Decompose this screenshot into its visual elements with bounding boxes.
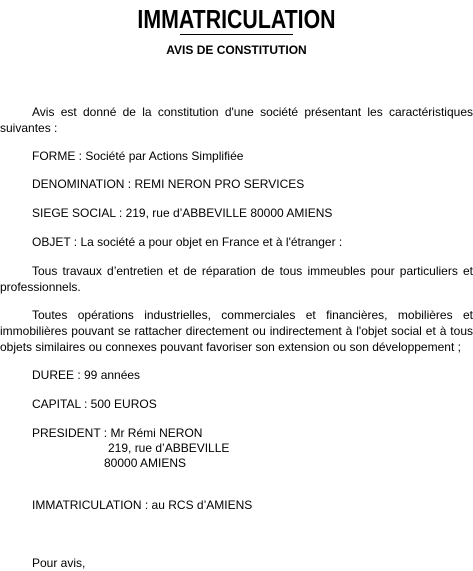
objet-line: OBJET : La société a pour objet en France et à l'étranger : — [32, 235, 343, 249]
intro-line-1: Avis est donné de la constitution d'une société présentant les caractéristiques — [32, 105, 473, 119]
denomination-line: DENOMINATION : REMI NERON PRO SERVICES — [32, 177, 305, 191]
document-title: IMMATRICULATION — [137, 4, 336, 34]
forme-line: FORME : Société par Actions Simplifiée — [32, 149, 244, 163]
title-underline — [180, 34, 293, 35]
document-subtitle: AVIS DE CONSTITUTION — [166, 43, 307, 57]
president-line-1: PRESIDENT : Mr Rémi NERON — [32, 426, 203, 440]
immatriculation-line: IMMATRICULATION : au RCS d’AMIENS — [32, 498, 253, 512]
capital-line: CAPITAL : 500 EUROS — [32, 397, 157, 411]
closing-line: Pour avis, — [32, 556, 86, 570]
operations-line-3: objets similaires ou connexes pouvant favoriser son extension ou son développement ; — [0, 340, 461, 354]
president-line-2: 219, rue d’ABBEVILLE — [108, 441, 230, 455]
intro-line-2: suivantes : — [0, 121, 58, 135]
operations-line-2: immobilières pouvant se rattacher directement ou indirectement à l'objet social et à tous — [0, 324, 473, 338]
operations-line-1: Toutes opérations industrielles, commerciales et financières, mobilières et — [32, 308, 473, 322]
president-line-3: 80000 AMIENS — [104, 456, 187, 470]
travaux-line-2: professionnels. — [0, 280, 81, 294]
duree-line: DUREE : 99 années — [32, 368, 141, 382]
siege-social-line: SIEGE SOCIAL : 219, rue d’ABBEVILLE 80000 AMIENS — [32, 206, 333, 220]
travaux-line-1: Tous travaux d’entretien et de réparation de tous immeubles pour particuliers et — [32, 264, 473, 278]
